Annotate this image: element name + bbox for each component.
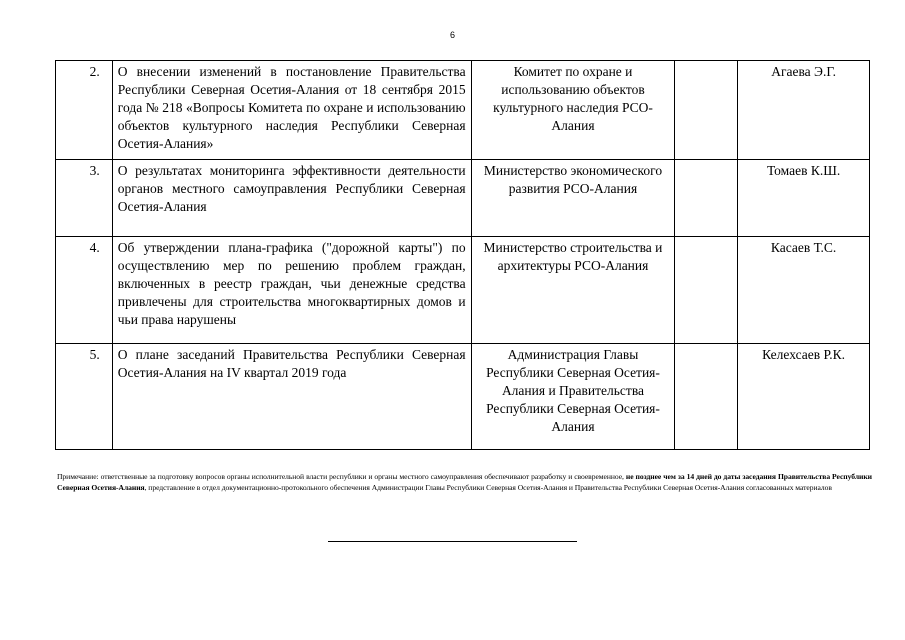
row-number: 3. (56, 160, 113, 237)
row-responsible: Комитет по охране и использованию объектов культурного наследия РСО-Алания (471, 61, 675, 160)
table-row (56, 237, 870, 344)
row-person: Томаев К.Ш. (738, 160, 870, 237)
row-title: Об утверждении плана-графика ("дорожной карты") по осуществлению мер по решению проблем граждан, включенных в реестр граждан, чьи денежные средства привлечены для строительства многоквартирных домов и чьи права нарушены (112, 237, 471, 344)
footnote-deadline: не позднее чем за 14 дней до даты заседания Правительства Республики Северная Осетия-Алания (57, 472, 872, 492)
row-person: Касаев Т.С. (738, 237, 870, 344)
table-row (56, 344, 870, 450)
footnote-text: Примечание: ответственные за подготовку вопросов органы исполнительной власти республики и органы местного самоуправления обеспечивают разработку и своевременное, (57, 472, 626, 481)
row-extra (675, 344, 738, 450)
row-responsible: Министерство экономического развития РСО-Алания (471, 160, 675, 237)
row-number: 4. (56, 237, 113, 344)
row-extra (675, 61, 738, 160)
page-number: 6 (449, 30, 455, 40)
row-responsible: Администрация Главы Республики Северная Осетия-Алания и Правительства Республики Северная Осетия-Алания (471, 344, 675, 450)
row-title: О внесении изменений в постановление Правительства Республики Северная Осетия-Алания от 18 сентября 2015 года № 218 «Вопросы Комитета по охране и использованию объектов культурного наследия Республики Северная Осетия-Алания» (112, 61, 471, 160)
row-extra (675, 160, 738, 237)
footnote (57, 471, 872, 493)
agenda-table (55, 60, 870, 450)
row-responsible: Министерство строительства и архитектуры РСО-Алания (471, 237, 675, 344)
table-row (56, 61, 870, 160)
row-number: 2. (56, 61, 113, 160)
row-title: О результатах мониторинга эффективности деятельности органов местного самоуправления Республики Северная Осетия-Алания (112, 160, 471, 237)
separator-line (328, 541, 577, 542)
row-person: Агаева Э.Г. (738, 61, 870, 160)
row-title: О плане заседаний Правительства Республики Северная Осетия-Алания на IV квартал 2019 года (112, 344, 471, 450)
table-row (56, 160, 870, 237)
footnote-text-end: , представление в отдел документационно-протокольного обеспечения Администрации Главы Республики Северная Осетия-Алания и Правительства Республики Северная Осетия-Алания согласованных материалов (144, 483, 832, 492)
row-person: Келехсаев Р.К. (738, 344, 870, 450)
row-extra (675, 237, 738, 344)
row-number: 5. (56, 344, 113, 450)
